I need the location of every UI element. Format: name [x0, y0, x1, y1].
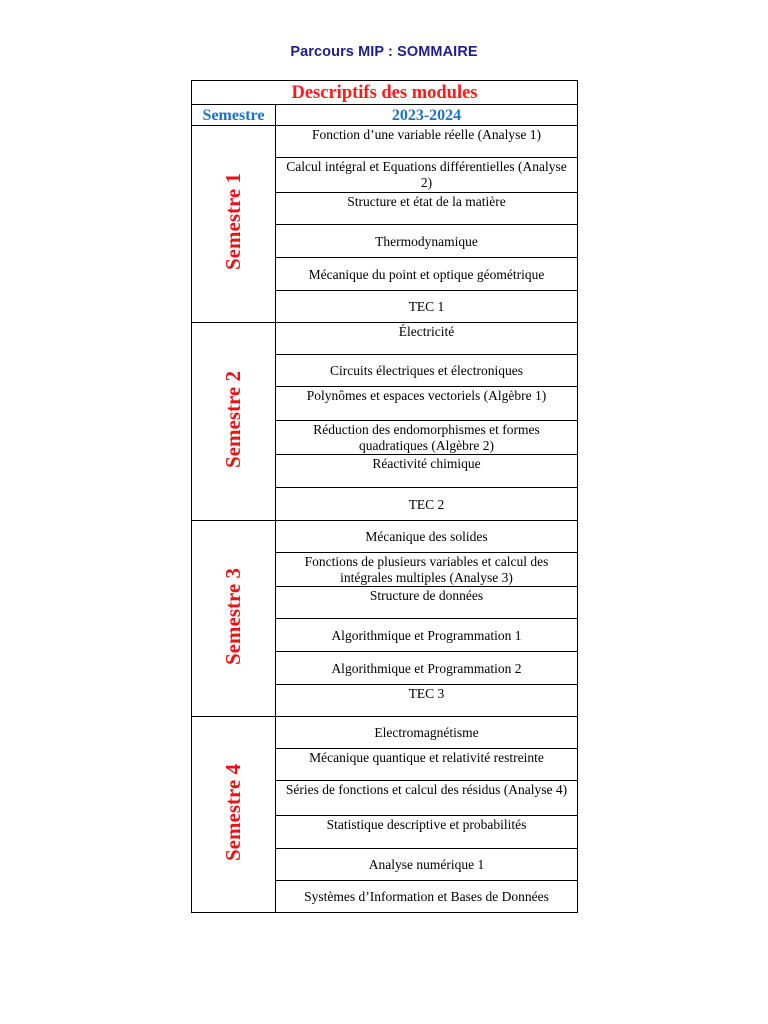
- semester-2-cell: [192, 323, 276, 521]
- table-title-row: [192, 81, 578, 105]
- semester-3-cell: [192, 521, 276, 717]
- semester-4-label: Semestre 4: [221, 763, 245, 861]
- module-cell: Réactivité chimique: [276, 455, 578, 488]
- semester-4-cell: [192, 717, 276, 913]
- module-cell: Algorithmique et Programmation 1: [276, 619, 578, 652]
- module-cell: Mécanique des solides: [276, 521, 578, 553]
- module-cell: TEC 3: [276, 685, 578, 717]
- module-cell: Thermodynamique: [276, 225, 578, 258]
- semester-2-label: Semestre 2: [221, 370, 245, 468]
- module-cell: Réduction des endomorphismes et formes quadratiques (Algèbre 2): [276, 421, 578, 455]
- semester-1-cell: [192, 126, 276, 323]
- module-cell: Fonction d’une variable réelle (Analyse 1): [276, 126, 578, 158]
- module-cell: TEC 1: [276, 291, 578, 323]
- header-semestre: Semestre: [192, 105, 276, 126]
- page-heading: Parcours MIP : SOMMAIRE: [290, 44, 478, 60]
- semester-3-label: Semestre 3: [221, 567, 245, 665]
- module-cell: Electromagnétisme: [276, 717, 578, 749]
- module-cell: Algorithmique et Programmation 2: [276, 652, 578, 685]
- table-row: [192, 126, 578, 158]
- modules-table: [191, 80, 578, 913]
- table-row: [192, 717, 578, 749]
- table-row: [192, 323, 578, 355]
- module-cell: Systèmes d’Information et Bases de Données: [276, 881, 578, 913]
- module-cell: Mécanique du point et optique géométrique: [276, 258, 578, 291]
- module-cell: TEC 2: [276, 488, 578, 521]
- module-cell: Analyse numérique 1: [276, 849, 578, 881]
- module-cell: Statistique descriptive et probabilités: [276, 816, 578, 849]
- module-cell: Mécanique quantique et relativité restreinte: [276, 749, 578, 781]
- module-cell: Polynômes et espaces vectoriels (Algèbre 1): [276, 387, 578, 421]
- module-cell: Électricité: [276, 323, 578, 355]
- table-row: [192, 521, 578, 553]
- header-year: 2023-2024: [276, 105, 578, 126]
- semester-1-label: Semestre 1: [221, 173, 245, 270]
- module-cell: Structure de données: [276, 587, 578, 619]
- module-cell: Séries de fonctions et calcul des résidus (Analyse 4): [276, 781, 578, 816]
- module-cell: Calcul intégral et Equations différentielles (Analyse 2): [276, 158, 578, 193]
- table-title: Descriptifs des modules: [192, 81, 578, 105]
- module-cell: Circuits électriques et électroniques: [276, 355, 578, 387]
- module-cell: Structure et état de la matière: [276, 193, 578, 225]
- module-cell: Fonctions de plusieurs variables et calcul des intégrales multiples (Analyse 3): [276, 553, 578, 587]
- table-header-row: [192, 105, 578, 126]
